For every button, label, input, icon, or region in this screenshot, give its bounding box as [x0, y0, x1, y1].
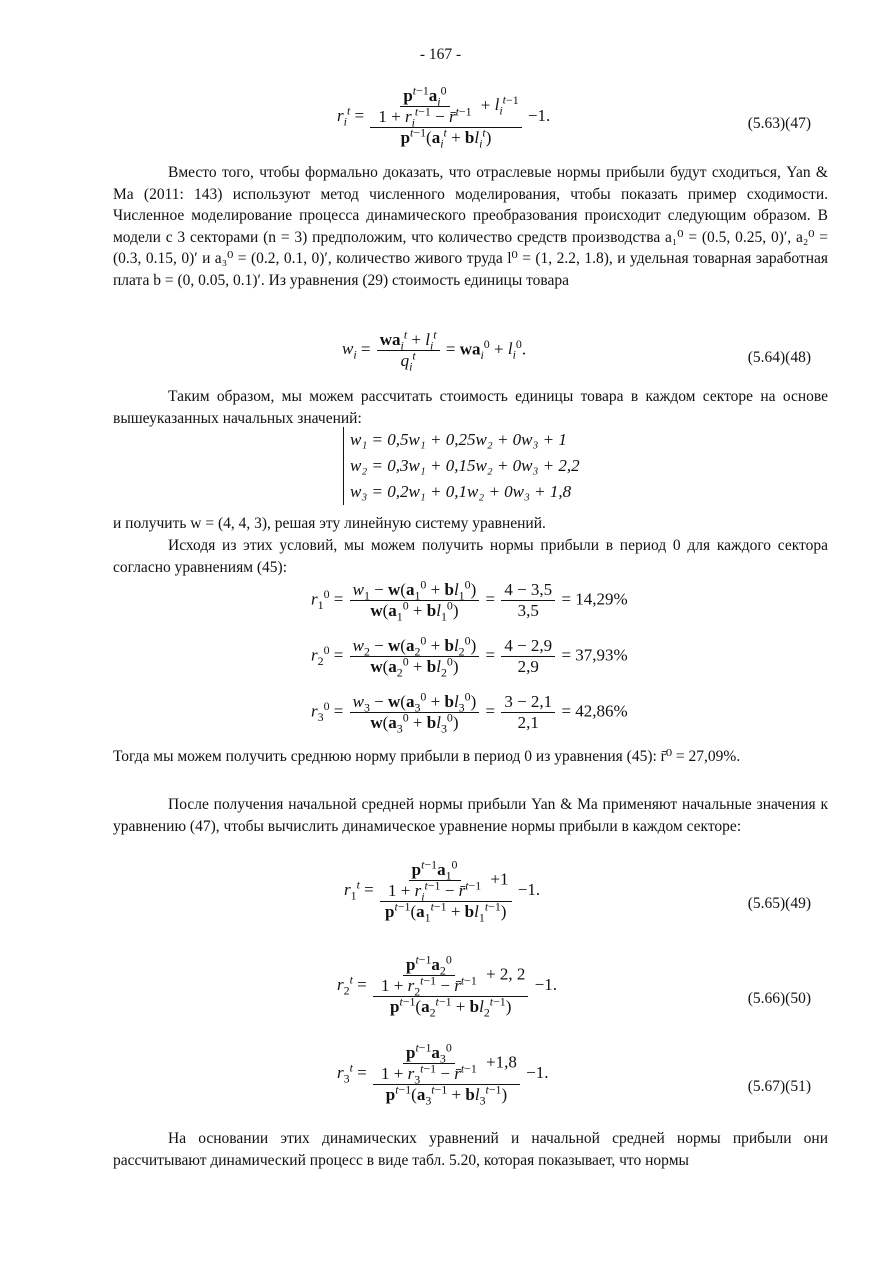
- equation-number: (5.63)(47): [747, 115, 811, 132]
- equation-5-65: $r_1^t$ = $\frac{p^{t-1}a_1^0}{1 + r_i^{t-1} - r̄^{t-1}}$ +1 $p^{t-1}(a_1^{t-1} + bl_1^{t-1})$ −1.: [344, 857, 541, 925]
- page-number: - 167 -: [419, 46, 462, 63]
- rate-numerator: 4 − 2,9: [501, 636, 555, 657]
- rate-numerator: 3 − 2,1: [501, 692, 555, 713]
- paragraph: [113, 535, 828, 578]
- system-line: w₂ = 0,3w₁ + 0,15w₂ + 0w₃ + 2,2: [350, 456, 580, 475]
- system-line: w₁ = 0,5w₁ + 0,25w₂ + 0w₃ + 1: [350, 430, 567, 449]
- rate-result: = 42,86%: [561, 701, 628, 721]
- equation-5-63: $r_i^t$ = $\frac{p^{t-1}a_i^0}{1 + r_i^{t-1} - r̄^{t-1}}$ + $l_i^{t-1}$ $p^{t-1}(a_i^t + bl_i^t)$ −1.: [337, 83, 551, 151]
- system-line: w₃ = 0,2w₁ + 0,1w₂ + 0w₃ + 1,8: [350, 482, 572, 501]
- dyn-constant: + 2, 2: [486, 964, 526, 984]
- paragraph: [113, 794, 828, 837]
- paragraph-text: Исходя из этих условий, мы можем получить нормы прибыли в период 0 для каждого сектора согласно уравнениям (45):: [113, 537, 828, 576]
- equation-number: (5.65)(49): [747, 895, 811, 912]
- equation-r1: $r_1^0$ = $\frac{w_1 - w(a_1^0 + bl_1^0)}{w(a_1^0 + bl_1^0)}$ = $\frac{4 - 3,5}{3,5}$ = 14,29%: [311, 577, 628, 624]
- equation-number: (5.64)(48): [747, 349, 811, 366]
- paragraph-text: После получения начальной средней нормы прибыли Yan & Ma применяют начальные значения к уравнению (47), чтобы вычислить динамическое уравнение нормы прибыли в каждом секторе:: [113, 796, 828, 835]
- rate-numerator: 4 − 3,5: [501, 580, 555, 601]
- rate-result: = 14,29%: [561, 589, 628, 609]
- dyn-constant: +1,8: [486, 1052, 517, 1072]
- equation-5-64: $w_i$ = $\frac{wa_i^t + l_i^t}{q_i^t}$ = $wa_i^0 + l_i^0$.: [342, 327, 527, 374]
- paragraph-text: На основании этих динамических уравнений и начальной средней нормы прибыли они рассчитывают динамический процесс в виде табл. 5.20, которая показывает, что нормы: [113, 1130, 828, 1169]
- equation-system: [343, 427, 580, 505]
- equation-5-66: $r_2^t$ = $\frac{p^{t-1}a_2^0}{1 + r_2^{t-1} - r̄^{t-1}}$ + 2, 2 $p^{t-1}(a_2^{t-1} + bl_2^{t-1})$ −1.: [337, 952, 557, 1020]
- paragraph-text: Таким образом, мы можем рассчитать стоимость единицы товара в каждом секторе на основе вышеуказанных начальных значений:: [113, 388, 828, 427]
- equation-5-67: $r_3^t$ = $\frac{p^{t-1}a_3^0}{1 + r_3^{t-1} - r̄^{t-1}}$ +1,8 $p^{t-1}(a_3^{t-1} + bl_3^{t-1})$ −1.: [337, 1040, 549, 1108]
- paragraph: [113, 162, 828, 292]
- equation-r3: $r_3^0$ = $\frac{w_3 - w(a_3^0 + bl_3^0)}{w(a_3^0 + bl_3^0)}$ = $\frac{3 - 2,1}{2,1}$ = 42,86%: [311, 689, 628, 736]
- equation-r2: $r_2^0$ = $\frac{w_2 - w(a_2^0 + bl_2^0)}{w(a_2^0 + bl_2^0)}$ = $\frac{4 - 2,9}{2,9}$ = 37,93%: [311, 633, 628, 680]
- equation-number: (5.66)(50): [747, 990, 811, 1007]
- rate-result: = 37,93%: [561, 645, 628, 665]
- rate-denominator: 3,5: [517, 601, 539, 620]
- rate-denominator: 2,9: [517, 657, 539, 676]
- rate-denominator: 2,1: [517, 713, 539, 732]
- paragraph: [113, 1128, 828, 1171]
- paragraph: [113, 746, 828, 768]
- paragraph-text: и получить w = (4, 4, 3), решая эту линейную систему уравнений.: [113, 515, 546, 532]
- paragraph-text: Вместо того, чтобы формально доказать, что отраслевые нормы прибыли будут сходиться, Yan & Ma (2011: 143) используют метод численного моделирования, чтобы показать пример сходимости. Численное моделирование процесса динамического преобразования происходит следующим образом. В модели с 3 секторами (n = 3) предположим, что количество средств производства a₁⁰ = (0.5, 0.25, 0)′, a₂⁰ = (0.3, 0.15, 0)′ и a₃⁰ = (0.2, 0.1, 0)′, количество живого труда l⁰ = (1, 2.2, 1.8), и удельная товарная заработная плата b = (0, 0.05, 0.1)′. Из уравнения (29) стоимость единицы товара: [113, 164, 828, 289]
- equation-number: (5.67)(51): [747, 1078, 811, 1095]
- paragraph: [113, 386, 828, 429]
- paragraph: [113, 513, 828, 535]
- paragraph-text: Тогда мы можем получить среднюю норму прибыли в период 0 из уравнения (45): r̄⁰ = 27,09%.: [113, 748, 741, 765]
- dyn-constant: +1: [490, 869, 509, 889]
